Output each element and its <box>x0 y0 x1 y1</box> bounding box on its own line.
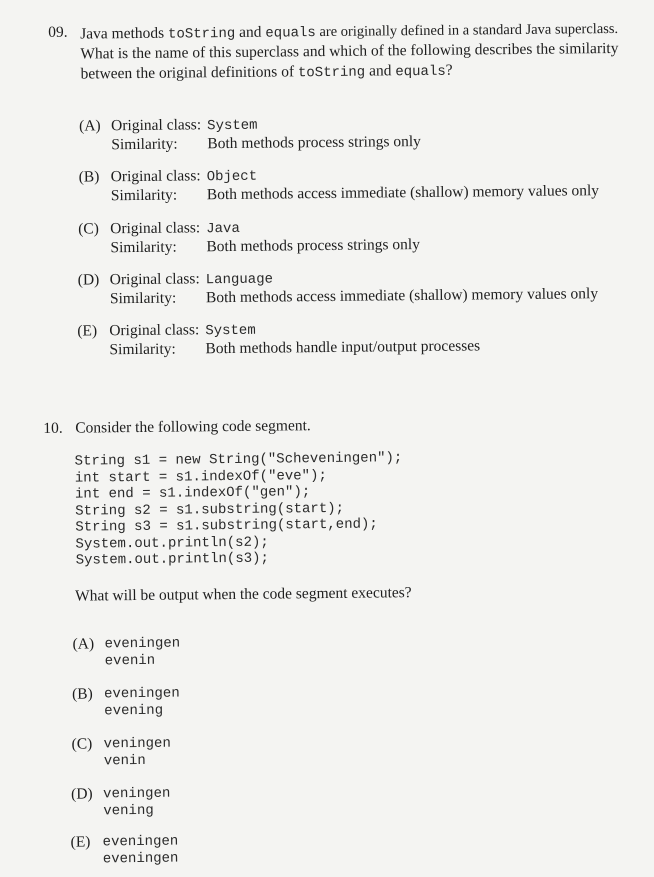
option-similarity-row <box>110 285 598 308</box>
class-label: Original class: <box>111 116 202 135</box>
q10-number: 10. <box>43 419 63 437</box>
q9-stem-text: and <box>235 23 266 41</box>
option-letter: (D) <box>77 271 100 289</box>
q10-stem: Consider the following code segment. <box>75 417 311 437</box>
option-class-row <box>111 116 258 136</box>
answer-line-1: eveningen <box>104 635 181 653</box>
class-label: Original class: <box>109 270 200 289</box>
q9-stem-text: between the original definitions of <box>80 63 299 83</box>
code-line: String s1 = new String("Scheveningen"); <box>74 450 403 470</box>
similarity-value: Both methods access immediate (shallow) memory values only <box>206 182 600 204</box>
q9-code-tostring: toString <box>297 64 366 82</box>
answer-line-2: eveningen <box>102 850 179 868</box>
similarity-value: Both methods process strings only <box>206 236 421 256</box>
q9-stem-line-3 <box>81 62 453 84</box>
code-line: System.out.println(s3); <box>75 550 269 569</box>
answer-line-2: venin <box>103 752 146 770</box>
answer-line-1: eveningen <box>104 685 180 703</box>
q9-code-tostring: toString <box>167 25 236 43</box>
answer-letter: (B) <box>71 685 93 703</box>
similarity-value: Both methods handle input/output processes <box>205 337 481 358</box>
option-class-row <box>109 321 256 341</box>
class-label: Original class: <box>109 321 200 340</box>
similarity-label: Similarity: <box>109 340 176 359</box>
option-letter: (A) <box>79 117 101 135</box>
class-value: Java <box>206 220 240 238</box>
q9-stem-line-2: What is the name of this superclass and which of the following describes the similarity <box>80 39 619 63</box>
answer-line-1: veningen <box>103 785 171 803</box>
q10-question: What will be output when the code segment executes? <box>74 584 412 605</box>
answer-letter: (D) <box>71 785 93 803</box>
class-value: System <box>207 117 258 135</box>
option-letter: (C) <box>78 220 99 238</box>
class-label: Original class: <box>110 219 201 238</box>
option-class-row <box>110 219 240 238</box>
option-class-row <box>111 167 258 187</box>
option-similarity-row <box>110 236 420 257</box>
option-letter: (B) <box>78 168 100 186</box>
similarity-label: Similarity: <box>111 135 178 154</box>
code-line: int end = s1.indexOf("gen"); <box>74 484 311 503</box>
q9-stem-text: and <box>365 62 396 80</box>
code-line: String s2 = s1.substring(start); <box>75 500 345 520</box>
answer-line-1: veningen <box>103 735 171 753</box>
class-value: Object <box>206 168 258 186</box>
answer-line-1: eveningen <box>102 833 179 851</box>
option-similarity-row <box>111 182 599 205</box>
code-line: System.out.println(s2); <box>75 534 269 553</box>
q9-code-equals: equals <box>395 63 446 81</box>
answer-letter: (A) <box>72 635 95 653</box>
q9-stem-text: are originally defined in a standard Java superclass. <box>315 20 619 41</box>
similarity-label: Similarity: <box>110 238 177 257</box>
similarity-value: Both methods access immediate (shallow) memory values only <box>205 285 599 307</box>
q9-number: 09. <box>48 23 68 41</box>
answer-line-2: evenin <box>104 652 156 670</box>
option-similarity-row <box>111 133 421 154</box>
class-value: System <box>205 322 256 340</box>
code-line: int start = s1.indexOf("eve"); <box>74 467 327 487</box>
class-label: Original class: <box>110 167 201 186</box>
answer-letter: (C) <box>71 735 93 753</box>
answer-line-2: evening <box>104 702 164 720</box>
q10-code-block <box>75 450 404 569</box>
option-similarity-row <box>109 337 480 359</box>
similarity-label: Similarity: <box>109 289 177 308</box>
answer-letter: (E) <box>70 833 91 851</box>
option-class-row <box>110 270 273 290</box>
option-letter: (E) <box>77 322 98 340</box>
similarity-value: Both methods process strings only <box>207 132 421 153</box>
similarity-label: Similarity: <box>110 186 178 205</box>
q9-code-equals: equals <box>265 25 316 42</box>
class-value: Language <box>205 271 274 289</box>
q9-stem-text: ? <box>445 61 453 79</box>
code-line: String s3 = s1.substring(start,end); <box>75 516 378 536</box>
answer-line-2: vening <box>103 802 154 820</box>
q9-stem-text: Java methods <box>80 24 169 43</box>
